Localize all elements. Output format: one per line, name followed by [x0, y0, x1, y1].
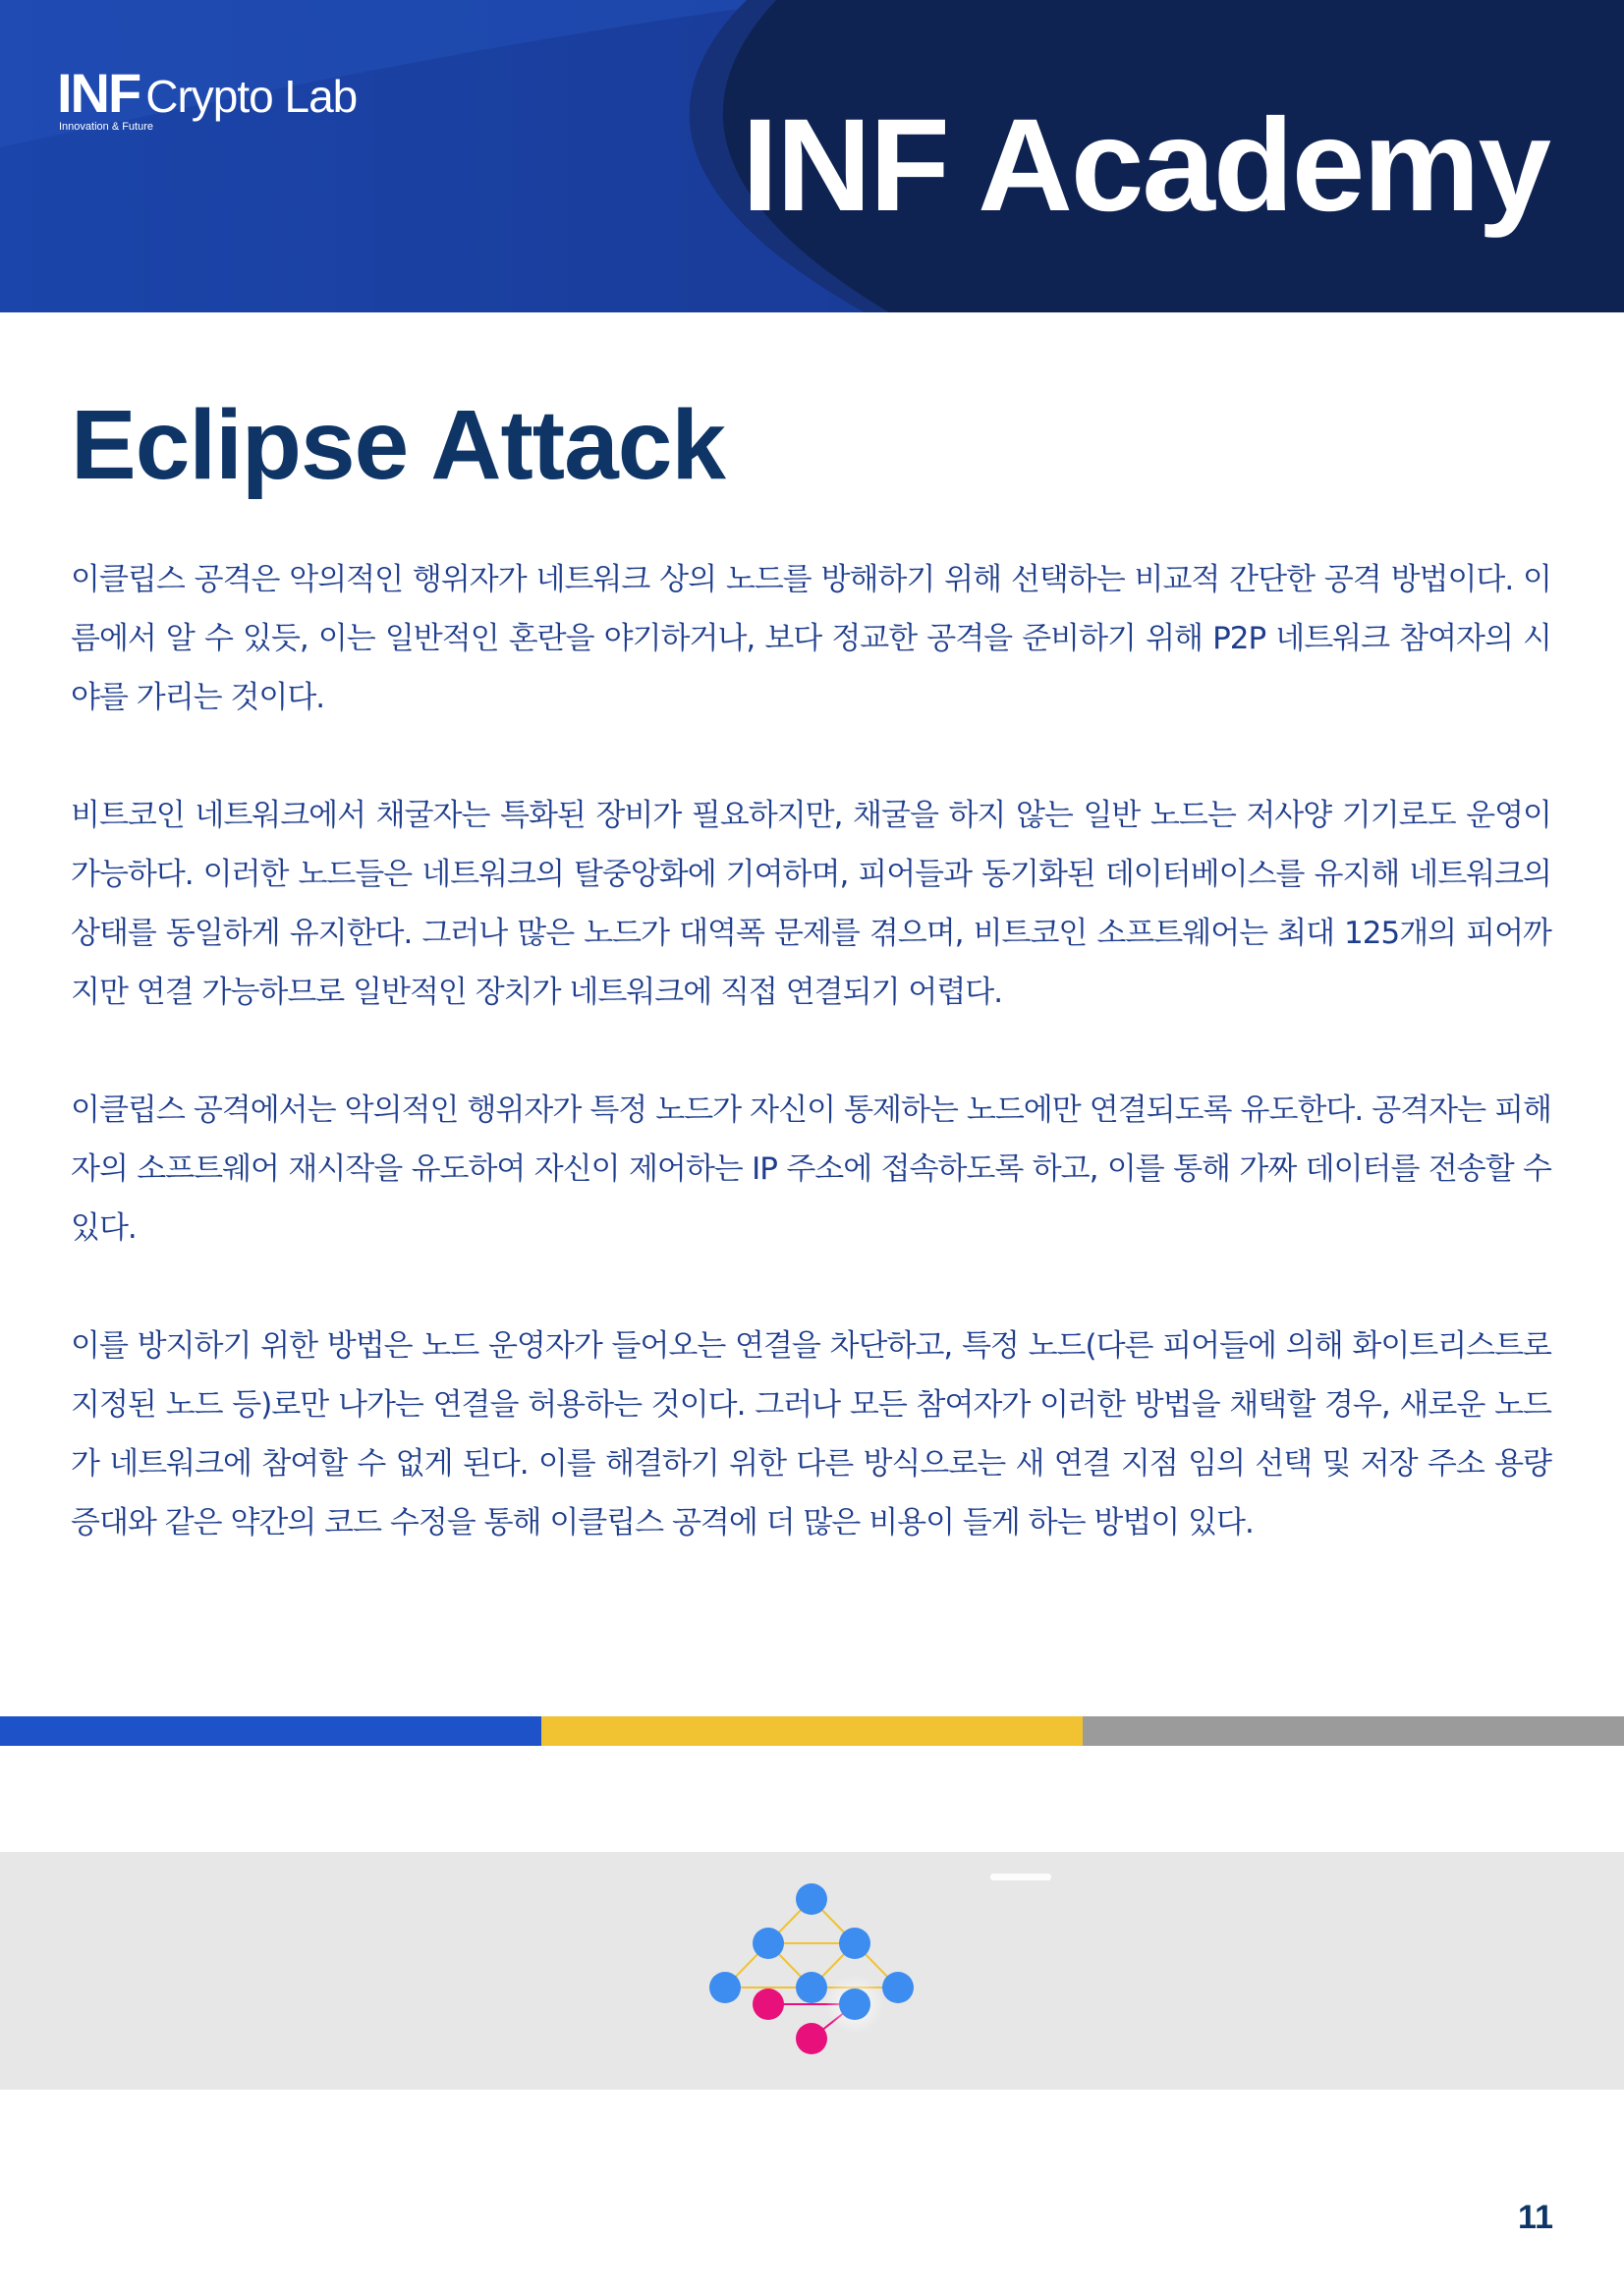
divider-yellow-segment: [541, 1716, 1083, 1746]
article-title: Eclipse Attack: [71, 390, 725, 500]
attacker-node: [753, 1988, 784, 2020]
victim-node: [839, 1988, 870, 2020]
divider-gray-segment: [1083, 1716, 1624, 1746]
paragraph: 이클립스 공격에서는 악의적인 행위자가 특정 노드가 자신이 통제하는 노드에만 연결되도록 유도한다. 공격자는 피해자의 소프트웨어 재시작을 유도하여 자신이 제어하는 IP 주소에 접속하도록 하고, 이를 통해 가짜 데이터를 전송할 수 있다.: [71, 1092, 1551, 1246]
network-node: [796, 1972, 827, 2003]
logo-product: Crypto Lab: [145, 71, 358, 122]
page-header: [0, 0, 1624, 312]
watermark-logo: [990, 1874, 1051, 1880]
network-node: [753, 1928, 784, 1959]
logo: [57, 61, 357, 133]
eclipse-network-illustration: [0, 1852, 1624, 2090]
header-title: INF Academy: [742, 92, 1549, 239]
logo-brand: INF: [57, 62, 140, 124]
network-node: [796, 1883, 827, 1915]
color-bar-divider: [0, 1716, 1624, 1746]
divider-blue-segment: [0, 1716, 541, 1746]
network-node: [839, 1928, 870, 1959]
paragraph: 이클립스 공격은 악의적인 행위자가 네트워크 상의 노드를 방해하기 위해 선택하는 비교적 간단한 공격 방법이다. 이름에서 알 수 있듯, 이는 일반적인 혼란을 야기하거나, 보다 정교한 공격을 준비하기 위해 P2P 네트워크 참여자의 시야를 가리는 것이다.: [71, 562, 1551, 715]
page-number: 11: [1518, 2199, 1553, 2236]
network-node: [882, 1972, 914, 2003]
network-graph: [0, 1852, 1624, 2090]
network-node: [709, 1972, 741, 2003]
paragraph: 이를 방지하기 위한 방법은 노드 운영자가 들어오는 연결을 차단하고, 특정 노드(다른 피어들에 의해 화이트리스트로 지정된 노드 등)로만 나가는 연결을 허용하는 것이다. 그러나 모든 참여자가 이러한 방법을 채택할 경우, 새로운 노드가 네트워크에 참여할 수 없게 된다. 이를 해결하기 위한 다른 방식으로는 새 연결 지점 임의 선택 및 저장 주소 용량 증대와 같은 약간의 코드 수정을 통해 이클립스 공격에 더 많은 비용이 들게 하는 방법이 있다.: [71, 1328, 1551, 1540]
attacker-node: [796, 2023, 827, 2054]
article-body: [71, 550, 1551, 1611]
paragraph: 비트코인 네트워크에서 채굴자는 특화된 장비가 필요하지만, 채굴을 하지 않는 일반 노드는 저사양 기기로도 운영이 가능하다. 이러한 노드들은 네트워크의 탈중앙화에 기여하며, 피어들과 동기화된 데이터베이스를 유지해 네트워크의 상태를 동일하게 유지한다. 그러나 많은 노드가 대역폭 문제를 겪으며, 비트코인 소프트웨어는 최대 125개의 피어까지만 연결 가능하므로 일반적인 장치가 네트워크에 직접 연결되기 어렵다.: [71, 798, 1551, 1010]
logo-tagline: Innovation & Future: [59, 121, 154, 133]
